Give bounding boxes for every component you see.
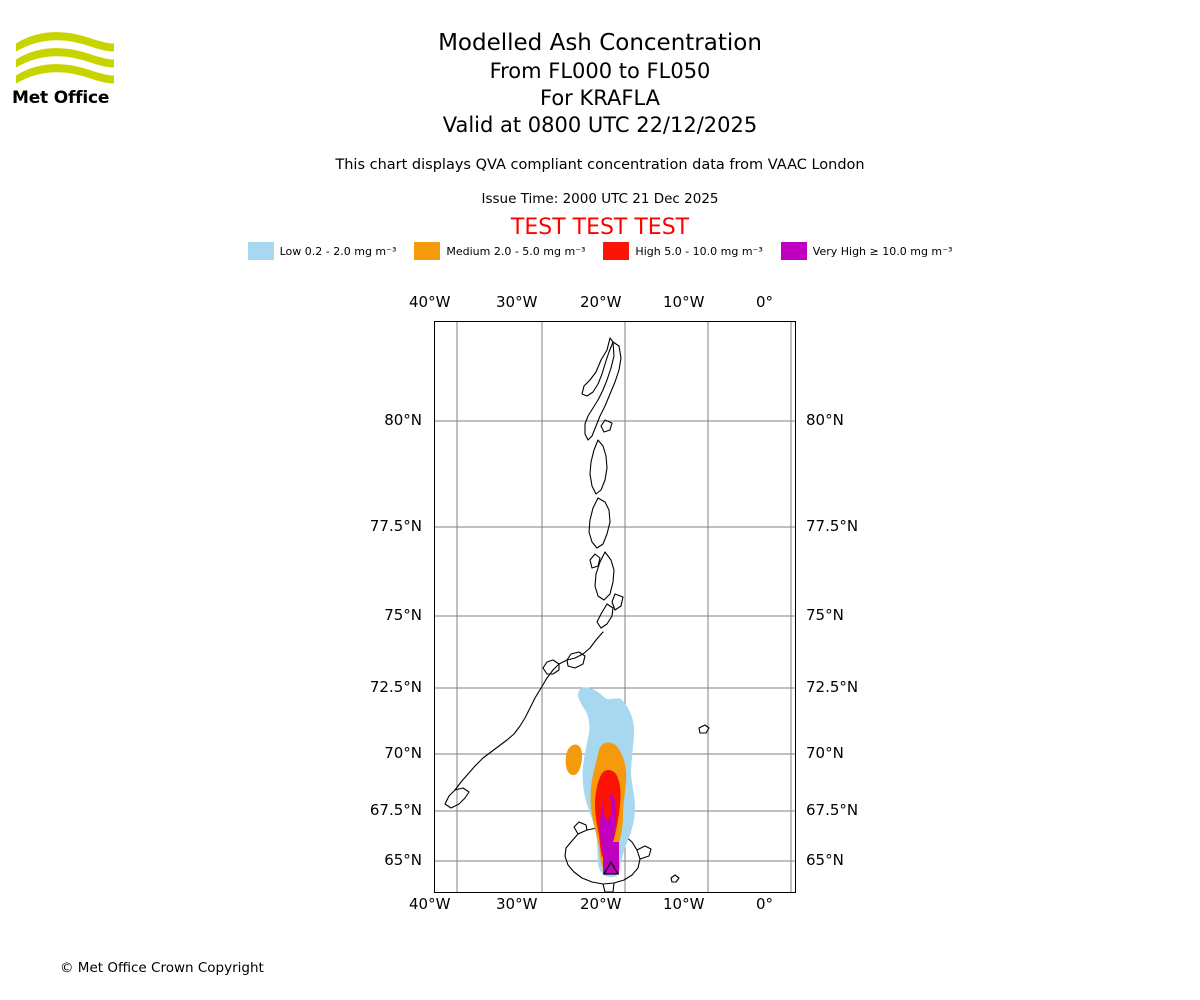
ash-plume-contours [566, 687, 635, 877]
legend [0, 242, 1200, 260]
lon-tick-top-0: 0° [756, 293, 774, 311]
legend-swatch-medium [414, 242, 440, 260]
legend-item [414, 242, 585, 260]
title-line-2: From FL000 to FL050 [489, 59, 711, 83]
lat-tick-left-775n: 77.5°N [369, 517, 422, 535]
page-title [0, 28, 1200, 139]
lon-tick-bottom-10w: 10°W [663, 895, 705, 913]
legend-item [603, 242, 762, 260]
lat-tick-right-725n: 72.5°N [806, 678, 859, 696]
ash-contour-medium-secondary [566, 745, 582, 776]
legend-label-medium: Medium 2.0 - 5.0 mg m⁻³ [446, 244, 586, 258]
chart-subtitle: This chart displays QVA compliant concentration data from VAAC London [335, 157, 865, 173]
lon-tick-bottom-20w: 20°W [580, 895, 622, 913]
legend-swatch-low [248, 242, 274, 260]
lat-tick-right-80n: 80°N [806, 411, 844, 429]
lon-tick-top-10w: 10°W [663, 293, 705, 311]
lat-tick-right-675n: 67.5°N [806, 801, 859, 819]
title-line-3: For KRAFLA [540, 86, 660, 110]
lon-tick-top-40w: 40°W [409, 293, 451, 311]
lat-tick-left-80n: 80°N [384, 411, 422, 429]
lon-tick-top-30w: 30°W [496, 293, 538, 311]
legend-label-very-high: Very High ≥ 10.0 mg m⁻³ [812, 244, 953, 258]
brand-name: Met Office [12, 88, 110, 108]
lon-tick-top-20w: 20°W [580, 293, 622, 311]
lat-tick-right-775n: 77.5°N [806, 517, 859, 535]
map-canvas [435, 322, 795, 892]
lat-tick-left-65n: 65°N [384, 851, 422, 869]
lat-tick-left-70n: 70°N [384, 744, 422, 762]
lon-tick-bottom-30w: 30°W [496, 895, 538, 913]
lon-tick-bottom-40w: 40°W [409, 895, 451, 913]
legend-swatch-very-high [781, 242, 807, 260]
copyright-notice: © Met Office Crown Copyright [60, 960, 264, 976]
lat-tick-right-65n: 65°N [806, 851, 844, 869]
issue-time: Issue Time: 2000 UTC 21 Dec 2025 [481, 191, 719, 207]
legend-swatch-high [603, 242, 629, 260]
lat-tick-right-70n: 70°N [806, 744, 844, 762]
lat-tick-left-675n: 67.5°N [369, 801, 422, 819]
title-line-4: Valid at 0800 UTC 22/12/2025 [442, 113, 758, 137]
lat-tick-right-75n: 75°N [806, 606, 844, 624]
lat-tick-left-75n: 75°N [384, 606, 422, 624]
legend-label-high: High 5.0 - 10.0 mg m⁻³ [635, 244, 763, 258]
ash-concentration-map[interactable] [434, 321, 796, 893]
legend-item [248, 242, 397, 260]
title-line-1: Modelled Ash Concentration [438, 30, 762, 56]
ash-contour-very-high-core [603, 842, 619, 874]
lat-tick-left-725n: 72.5°N [369, 678, 422, 696]
test-banner: TEST TEST TEST [510, 215, 690, 240]
lon-tick-bottom-0: 0° [756, 895, 774, 913]
legend-label-low: Low 0.2 - 2.0 mg m⁻³ [279, 244, 397, 258]
legend-item [781, 242, 953, 260]
